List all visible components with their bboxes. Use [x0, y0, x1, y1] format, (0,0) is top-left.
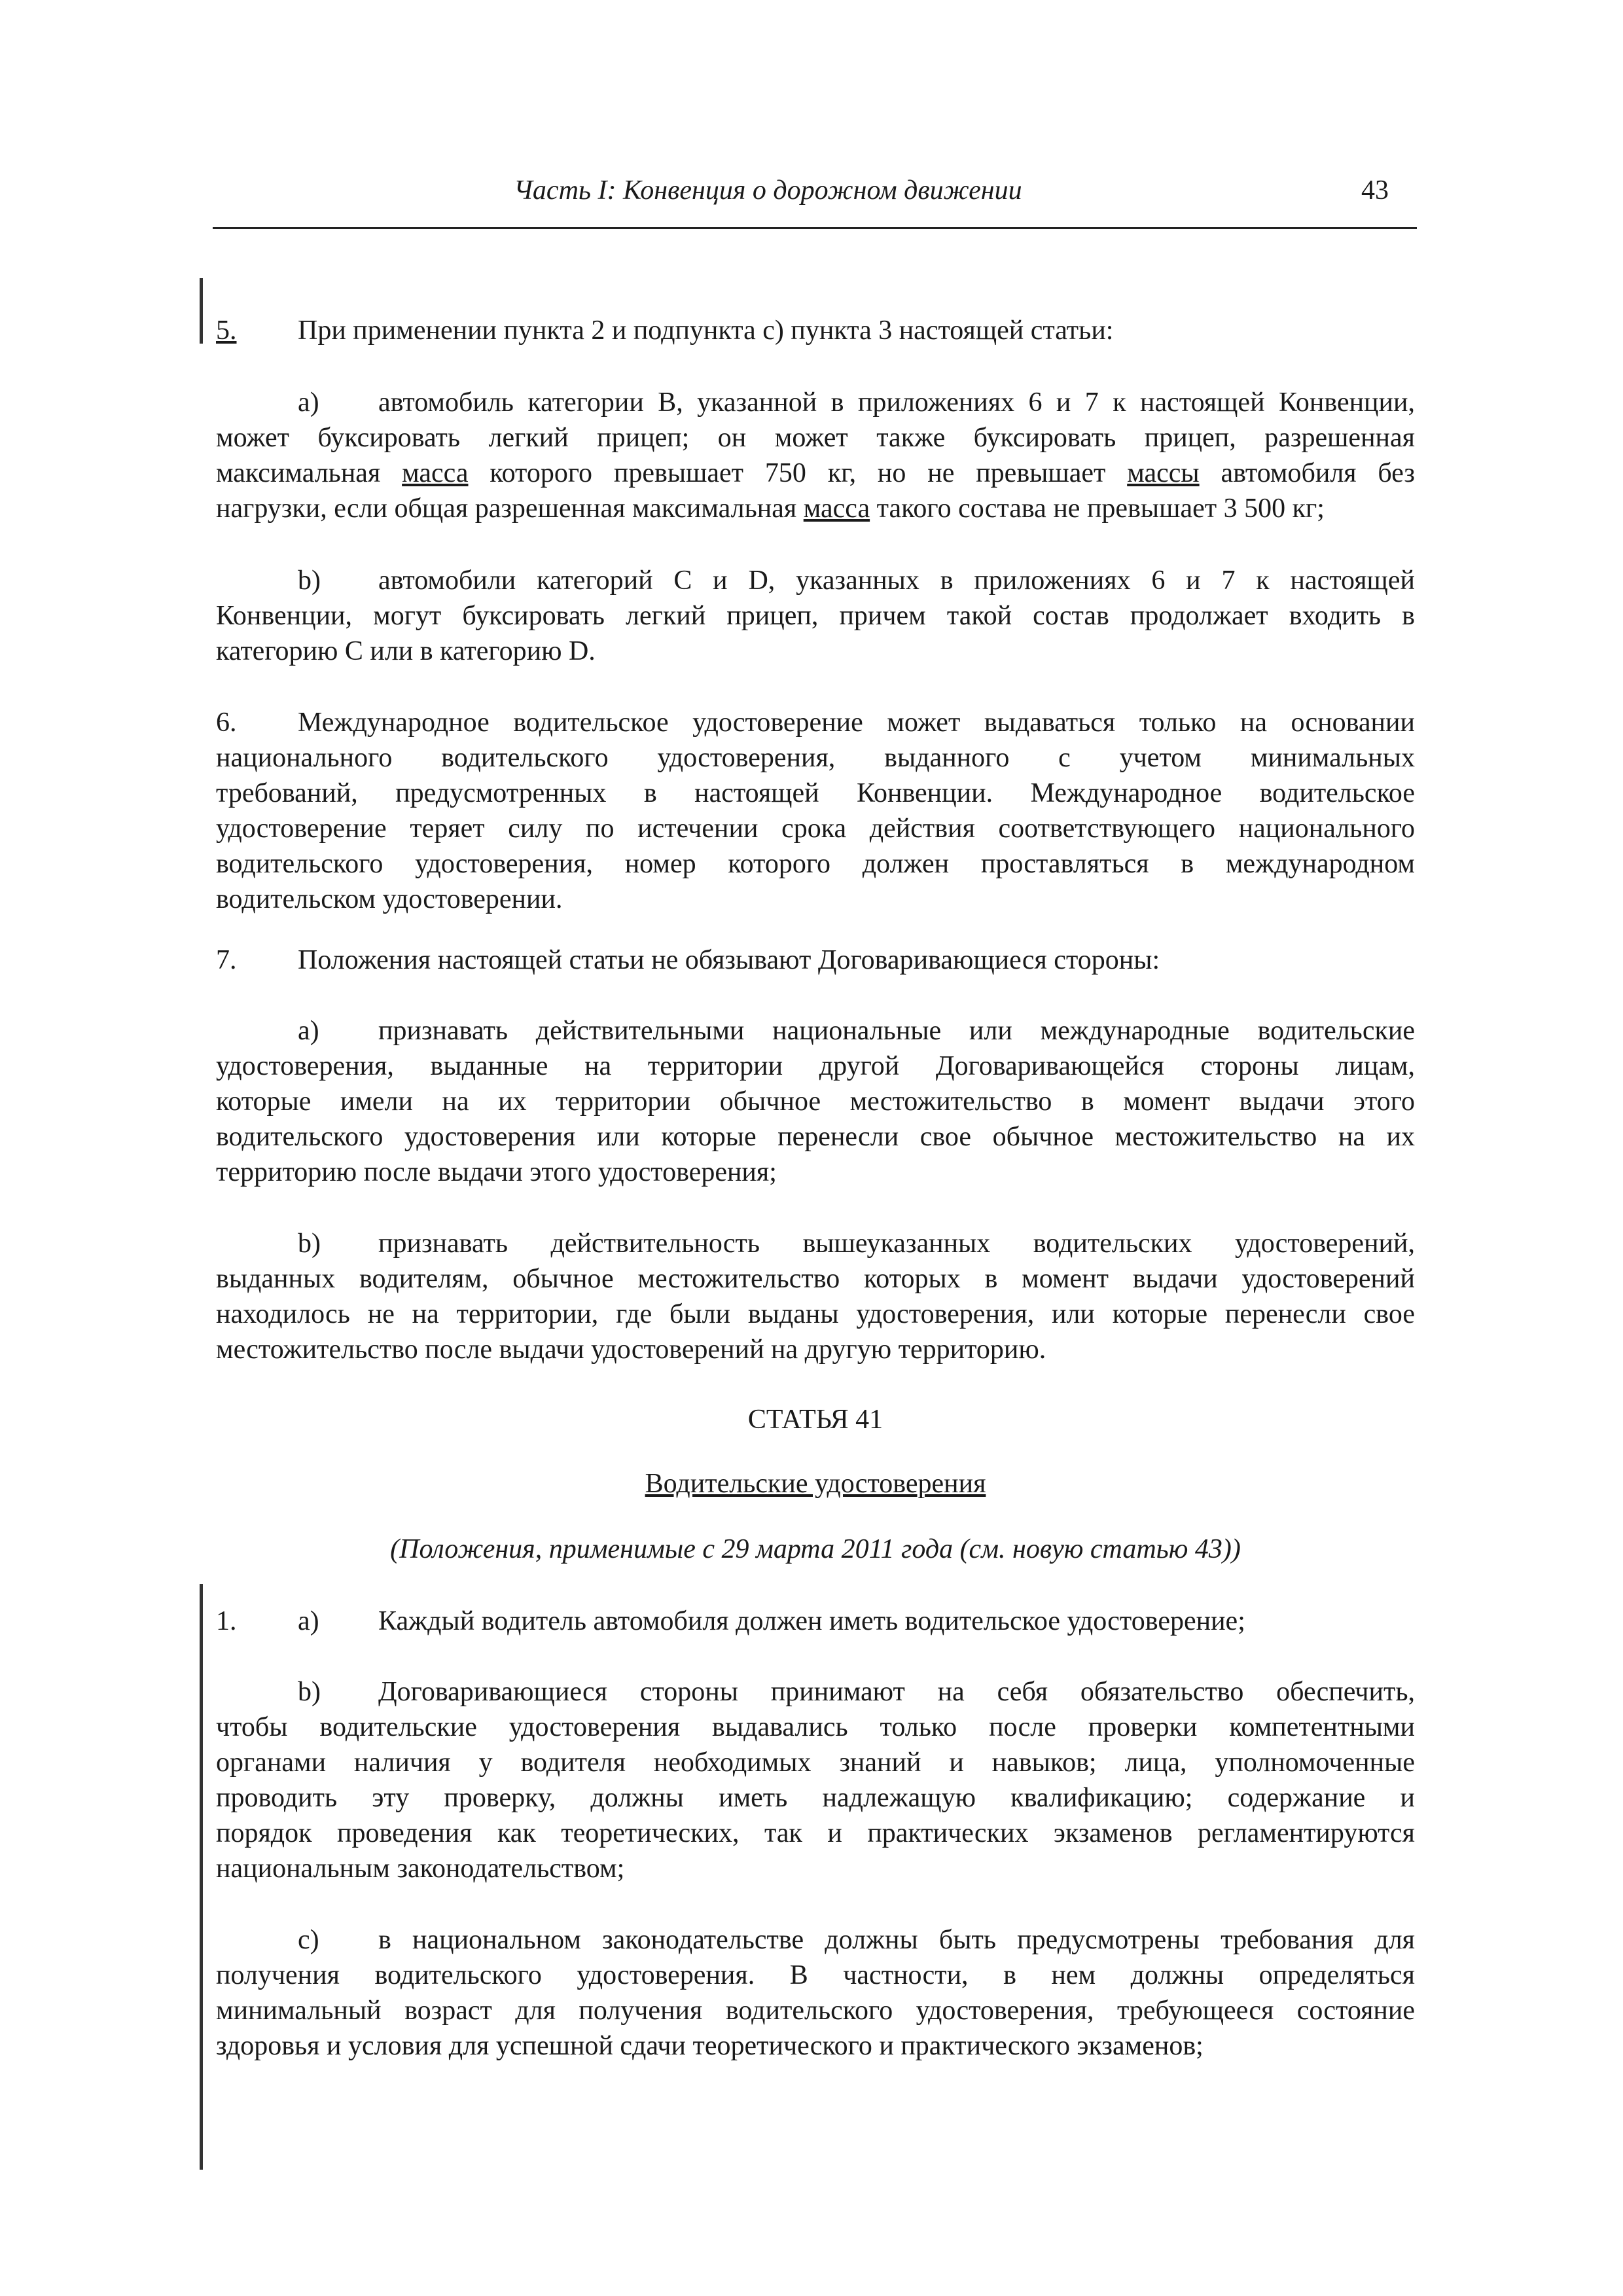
paragraph-text: [216, 491, 1415, 526]
paragraph-number: 7.: [216, 945, 237, 975]
paragraph-number: 6.: [216, 708, 237, 738]
paragraph-text: При применении пункта 2 и подпункта c) пункта 3 настоящей статьи:: [298, 315, 1114, 346]
paragraph-number: 1.: [216, 1606, 237, 1636]
paragraph-text: местожительство после выдачи удостоверений на другую территорию.: [216, 1335, 1046, 1365]
subparagraph-label: b): [298, 565, 321, 596]
paragraph-text: Конвенции, могут буксировать легкий прицеп, причем такой состав продолжает входить в: [216, 601, 1415, 631]
paragraph-text: Положения настоящей статьи не обязывают Договаривающиеся стороны:: [298, 945, 1160, 975]
paragraph-text: которые имели на их территории обычное местожительство в момент выдачи этого: [216, 1086, 1415, 1117]
paragraph-text: чтобы водительские удостоверения выдавались только после проверки компетентными: [216, 1712, 1415, 1742]
paragraph-text: удостоверение теряет силу по истечении срока действия соответствующего национального: [216, 814, 1415, 844]
paragraph-text: здоровья и условия для успешной сдачи теоретического и практического экзаменов;: [216, 2031, 1204, 2061]
paragraph-text: порядок проведения как теоретических, так и практических экзаменов регламентируются: [216, 1818, 1415, 1848]
paragraph-text: автомобиль категории B, указанной в приложениях 6 и 7 к настоящей Конвенции,: [378, 387, 1415, 418]
subparagraph-label: b): [298, 1677, 321, 1707]
paragraph-text: Каждый водитель автомобиля должен иметь водительское удостоверение;: [378, 1606, 1245, 1636]
paragraph-text: национальным законодательством;: [216, 1854, 625, 1884]
paragraph-number: 5.: [216, 315, 237, 346]
page-number: 43: [1361, 175, 1389, 206]
article-title: [216, 1466, 1415, 1501]
paragraph-text: находилось не на территории, где были выданы удостоверения, или которые перенесли свое: [216, 1299, 1415, 1329]
paragraph-text: может буксировать легкий прицеп; он может также буксировать прицеп, разрешенная: [216, 423, 1415, 453]
subparagraph-label: a): [298, 387, 319, 418]
subparagraph-label: b): [298, 1229, 321, 1259]
paragraph-text: [216, 456, 1415, 491]
paragraph-text: признавать действительными национальные или международные водительские: [378, 1016, 1415, 1046]
paragraph-text: Международное водительское удостоверение может выдаваться только на основании: [298, 708, 1415, 738]
revision-bar: [200, 1584, 203, 2170]
subparagraph-label: c): [298, 1925, 319, 1955]
paragraph-text: территорию после выдачи этого удостоверения;: [216, 1157, 777, 1187]
text-run: автомобиля без: [1199, 458, 1415, 488]
paragraph-text: выданных водителям, обычное местожительство которых в момент выдачи удостоверений: [216, 1264, 1415, 1294]
paragraph-text: требований, предусмотренных в настоящей Конвенции. Международное водительское: [216, 778, 1415, 808]
paragraph-text: водительском удостоверении.: [216, 884, 563, 914]
paragraph-text: автомобили категорий C и D, указанных в приложениях 6 и 7 к настоящей: [378, 565, 1415, 596]
underlined-term: масса: [803, 493, 870, 524]
text-run: нагрузки, если общая разрешенная максимальная: [216, 493, 804, 524]
paragraph-text: проводить эту проверку, должны иметь надлежащую квалификацию; содержание и: [216, 1783, 1415, 1813]
paragraph-text: водительского удостоверения, номер которого должен проставляться в международном: [216, 849, 1415, 879]
underlined-term: масса: [402, 458, 469, 488]
page-header: [213, 167, 1417, 229]
paragraph-text: категорию C или в категорию D.: [216, 636, 596, 666]
article-heading: СТАТЬЯ 41: [747, 1405, 883, 1435]
text-run: которого превышает 750 кг, но не превышает: [468, 458, 1128, 488]
paragraph-text: признавать действительность вышеуказанных водительских удостоверений,: [378, 1229, 1415, 1259]
paragraph-text: органами наличия у водителя необходимых знаний и навыков; лица, уполномоченные: [216, 1748, 1415, 1778]
paragraph-text: водительского удостоверения или которые перенесли свое обычное местожительство на их: [216, 1122, 1415, 1152]
subparagraph-label: a): [298, 1016, 319, 1046]
paragraph-text: получения водительского удостоверения. В частности, в нем должны определяться: [216, 1960, 1415, 1990]
article-note: (Положения, применимые с 29 марта 2011 года (см. новую статью 43)): [390, 1534, 1241, 1564]
paragraph-text: удостоверения, выданные на территории другой Договаривающейся стороны лицам,: [216, 1051, 1415, 1081]
article-title-text: Водительские удостоверения: [645, 1469, 986, 1499]
paragraph-text: национального водительского удостоверения, выданного с учетом минимальных: [216, 743, 1415, 773]
paragraph-text: в национальном законодательстве должны быть предусмотрены требования для: [378, 1925, 1415, 1955]
running-title: Часть I: Конвенция о дорожном движении: [514, 175, 1022, 206]
text-run: максимальная: [216, 458, 402, 488]
paragraph-text: Договаривающиеся стороны принимают на себя обязательство обеспечить,: [378, 1677, 1415, 1707]
paragraph-text: минимальный возраст для получения водительского удостоверения, требующееся состояние: [216, 1996, 1415, 2026]
revision-bar: [200, 278, 203, 344]
subparagraph-label: a): [298, 1606, 319, 1636]
underlined-term: массы: [1127, 458, 1200, 488]
text-run: такого состава не превышает 3 500 кг;: [870, 493, 1325, 524]
